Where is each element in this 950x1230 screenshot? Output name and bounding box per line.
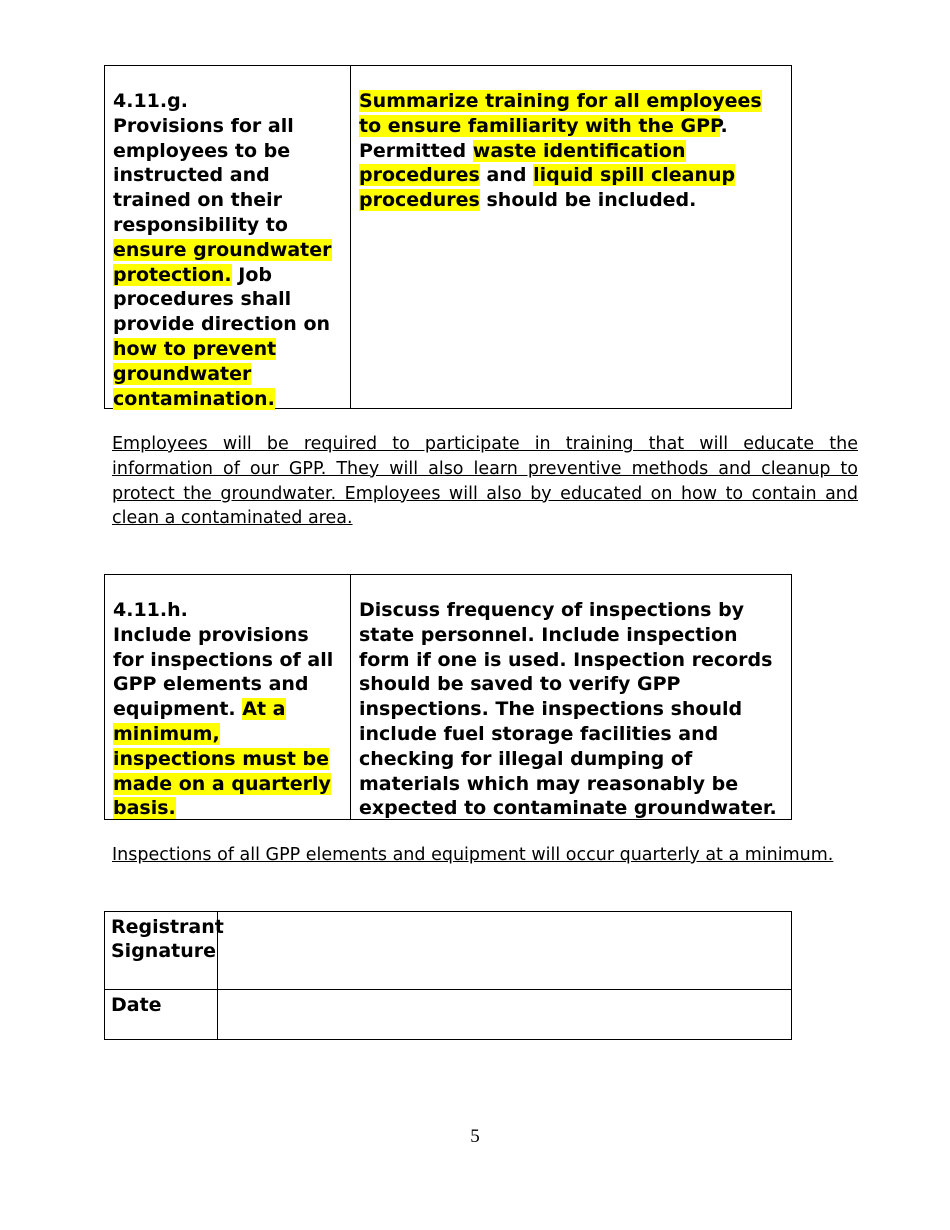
highlighted-text: ensure groundwater protection.	[113, 238, 332, 286]
date-row	[105, 989, 791, 1039]
highlighted-text: how to prevent groundwater contamination.	[113, 337, 277, 410]
signature-table	[104, 911, 792, 1040]
text-segment: should be included.	[479, 189, 697, 212]
registrant-signature-label: Registrant Signature	[105, 912, 218, 989]
requirement-text	[105, 575, 351, 819]
date-field[interactable]	[218, 990, 791, 1039]
guidance-text	[351, 66, 791, 408]
registrant-signature-field[interactable]	[218, 912, 791, 989]
highlighted-text: waste identification procedures	[359, 139, 686, 187]
requirement-text	[105, 66, 351, 408]
text-segment: 4.11.g.	[113, 90, 188, 112]
page-number: 5	[470, 1126, 480, 1147]
response-paragraph-4-11-g: Employees will be required to participate in training that will educate the information of our GPP. They will also learn preventive methods and cleanup to protect the groundwater. Employees will also by educated on how to contain and clean a contaminated area.	[112, 434, 858, 529]
highlighted-text: Summarize training for all employees to ensure familiarity with the GPP	[359, 90, 762, 137]
text-segment: Discuss frequency of inspections by state personnel. Include inspection form if one is used. Inspection records should be saved to verify GPP inspections. The inspections should include fuel storage facilities and checking for illegal dumping of materials which may reasonably be expected to contaminate groundwater.	[359, 599, 777, 820]
highlighted-text: liquid spill cleanup procedures	[359, 164, 736, 212]
text-segment: Job procedures shall provide direction on	[113, 263, 331, 336]
signature-row	[105, 912, 791, 989]
requirement-table-4-11-g	[104, 65, 792, 409]
text-segment: . Permitted	[359, 114, 728, 162]
text-segment: Provisions for all employees to be instructed and trained on their responsibility to	[113, 114, 294, 236]
response-paragraph-4-11-h: Inspections of all GPP elements and equipment will occur quarterly at a minimum.	[112, 845, 834, 865]
date-label: Date	[105, 990, 218, 1039]
text-segment: Include provisions for inspections of all GPP elements and equipment.	[113, 623, 334, 721]
requirement-table-4-11-h	[104, 574, 792, 820]
highlighted-text: At a minimum, inspections must be made on a quarterly basis.	[113, 698, 331, 820]
text-segment: 4.11.h.	[113, 599, 188, 621]
guidance-text	[351, 575, 791, 819]
text-segment: and	[479, 164, 534, 187]
